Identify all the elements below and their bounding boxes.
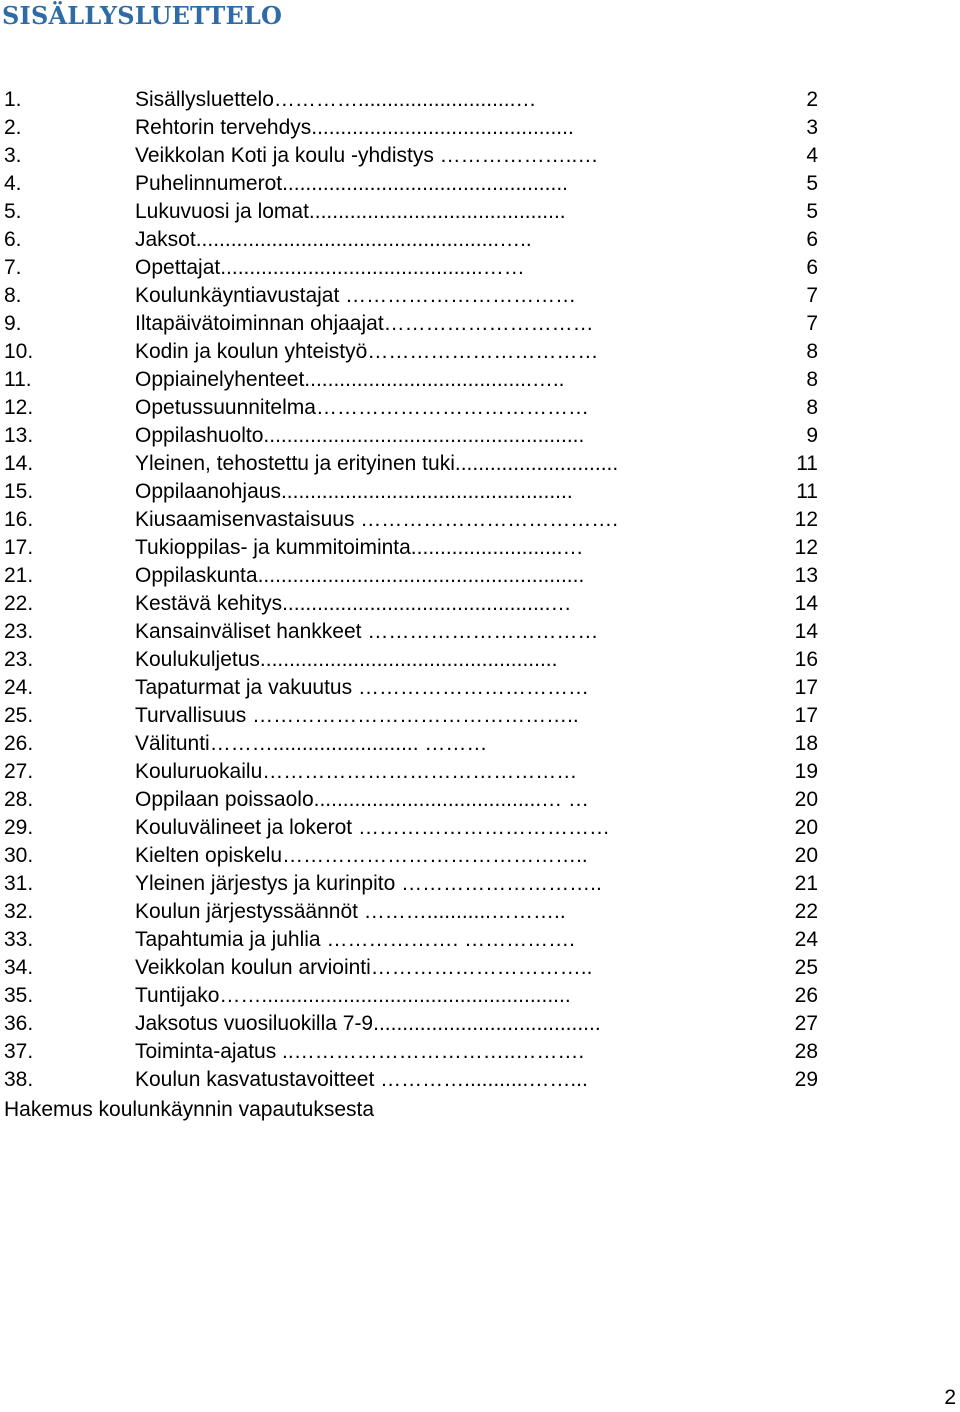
toc-entry-title: Kestävä kehitys..............................................… <box>135 592 572 615</box>
toc-entry <box>0 366 960 394</box>
toc-entry-title: Toiminta-ajatus ..…………………………..………. <box>135 1040 585 1063</box>
toc-entry <box>0 842 960 870</box>
toc-entry-page: 3 <box>806 116 818 139</box>
toc-entry-title: Koulun järjestyssäännöt ………...........……….. <box>135 900 566 923</box>
toc-entry-page: 12 <box>794 536 818 559</box>
toc-entry-number: 24. <box>4 676 34 699</box>
toc-entry-title: Koulunkäyntiavustajat …………………………… <box>135 284 577 307</box>
toc-entry <box>0 450 960 478</box>
toc-entry-page: 9 <box>806 424 818 447</box>
toc-entry <box>0 478 960 506</box>
toc-entry-page: 26 <box>794 984 818 1007</box>
page-title: SISÄLLYSLUETTELO <box>2 1 283 30</box>
toc-entry-number: 6. <box>4 228 22 251</box>
toc-entry <box>0 1066 960 1094</box>
toc-entry-title: Koulun kasvatustavoitteet …………...........……... <box>135 1068 588 1091</box>
toc-entry <box>0 926 960 954</box>
toc-entry-number: 25. <box>4 704 34 727</box>
toc-entry-title: Veikkolan koulun arviointi………………………….. <box>135 956 593 979</box>
toc-entry-page: 12 <box>794 508 818 531</box>
toc-entry-number: 23. <box>4 648 34 671</box>
toc-entry-number: 21. <box>4 564 34 587</box>
toc-entry <box>0 198 960 226</box>
toc-entry-title: Tukioppilas- ja kummitoiminta..........................… <box>135 536 584 559</box>
toc-entry-number: 36. <box>4 1012 34 1035</box>
toc-entry-title: Opetussuunnitelma………………………………… <box>135 396 589 419</box>
toc-entry-page: 7 <box>806 284 818 307</box>
toc-entry-number: 12. <box>4 396 34 419</box>
toc-entry-page: 14 <box>794 592 818 615</box>
toc-entry-page: 29 <box>794 1068 818 1091</box>
toc-entry-page: 17 <box>794 704 818 727</box>
toc-entry-page: 8 <box>806 368 818 391</box>
toc-entry <box>0 506 960 534</box>
toc-entry <box>0 982 960 1010</box>
toc-entry-number: 8. <box>4 284 22 307</box>
toc-entry <box>0 674 960 702</box>
toc-entry-page: 17 <box>794 676 818 699</box>
toc-entry-page: 24 <box>794 928 818 951</box>
toc-entry-page: 6 <box>806 256 818 279</box>
toc-entry-title: Koulukuljetus................................................... <box>135 648 558 671</box>
toc-entry-number: 29. <box>4 816 34 839</box>
toc-entry-number: 23. <box>4 620 34 643</box>
toc-entry <box>0 422 960 450</box>
toc-entry-number: 35. <box>4 984 34 1007</box>
toc-entry-number: 2. <box>4 116 22 139</box>
toc-entry-page: 7 <box>806 312 818 335</box>
toc-entry-page: 27 <box>794 1012 818 1035</box>
toc-entry-number: 10. <box>4 340 34 363</box>
toc-entry-number: 32. <box>4 900 34 923</box>
toc-entry <box>0 814 960 842</box>
toc-entry-number: 4. <box>4 172 22 195</box>
toc-entry-title: Turvallisuus ……………………………………….. <box>135 704 579 727</box>
toc-entry-page: 13 <box>794 564 818 587</box>
toc-entry-number: 3. <box>4 144 22 167</box>
toc-entry <box>0 254 960 282</box>
toc-entry-title: Yleinen järjestys ja kurinpito ……………………….. <box>135 872 602 895</box>
toc-entry <box>0 394 960 422</box>
toc-entry <box>0 310 960 338</box>
toc-entry-number: 30. <box>4 844 34 867</box>
toc-entry-title: Tuntijako……..................................................... <box>135 984 571 1007</box>
toc-entry-title: Oppiainelyhenteet.......................................….. <box>135 368 565 391</box>
toc-entry-page: 6 <box>806 228 818 251</box>
toc-entry <box>0 758 960 786</box>
toc-entry-title: Kouluvälineet ja lokerot ……………………………… <box>135 816 610 839</box>
toc-entry-number: 37. <box>4 1040 34 1063</box>
toc-entry-title: Tapahtumia ja juhlia ………………. ……………. <box>135 928 575 951</box>
toc-entry-title: Kodin ja koulun yhteistyö…………………………… <box>135 340 599 363</box>
toc-entry-page: 20 <box>794 844 818 867</box>
toc-entry-page: 19 <box>794 760 818 783</box>
toc-entry-title: Oppilashuolto....................................................... <box>135 424 585 447</box>
toc-entry <box>0 898 960 926</box>
toc-entry <box>0 562 960 590</box>
toc-entry-title: Jaksot....................................................….. <box>135 228 532 251</box>
toc-entry-number: 7. <box>4 256 22 279</box>
toc-entry-page: 2 <box>806 88 818 111</box>
toc-entry-page: 20 <box>794 816 818 839</box>
toc-entry-title: Oppilaanohjaus.................................................. <box>135 480 573 503</box>
page-number: 2 <box>944 1386 956 1409</box>
toc-entry-title: Jaksotus vuosiluokilla 7-9....................................... <box>135 1012 601 1035</box>
toc-entry-number: 15. <box>4 480 34 503</box>
toc-entry-number: 1. <box>4 88 22 111</box>
toc-entry <box>0 170 960 198</box>
toc-entry-number: 11. <box>4 368 32 391</box>
toc-entry-title: Sisällysluettelo…………...........................… <box>135 88 537 111</box>
toc-entry-page: 5 <box>806 172 818 195</box>
application-form-line: Hakemus koulunkäynnin vapautuksesta <box>4 1098 375 1121</box>
toc-entry <box>0 954 960 982</box>
toc-entry <box>0 786 960 814</box>
toc-entry <box>0 1010 960 1038</box>
toc-entry-title: Iltapäivätoiminnan ohjaajat………………………… <box>135 312 594 335</box>
toc-entry-number: 27. <box>4 760 34 783</box>
toc-entry <box>0 534 960 562</box>
toc-entry-number: 28. <box>4 788 34 811</box>
toc-entry-title: Opettajat.............................................…… <box>135 256 525 279</box>
toc-entry-number: 26. <box>4 732 34 755</box>
toc-entry-page: 22 <box>794 900 818 923</box>
toc-entry-page: 11 <box>796 480 818 503</box>
toc-entry <box>0 1038 960 1066</box>
toc-entry-page: 18 <box>794 732 818 755</box>
toc-entry-page: 28 <box>794 1040 818 1063</box>
toc-entry-title: Oppilaskunta........................................................ <box>135 564 585 587</box>
toc-entry <box>0 646 960 674</box>
toc-entry-title: Tapaturmat ja vakuutus …………………………… <box>135 676 589 699</box>
toc-entry <box>0 702 960 730</box>
toc-entry-number: 5. <box>4 200 22 223</box>
toc-entry <box>0 142 960 170</box>
toc-entry-number: 17. <box>4 536 34 559</box>
toc-entry-page: 8 <box>806 396 818 419</box>
toc-entry <box>0 226 960 254</box>
toc-entry-page: 21 <box>794 872 818 895</box>
toc-entry-page: 4 <box>806 144 818 167</box>
toc-entry-title: Kansainväliset hankkeet …………………………… <box>135 620 599 643</box>
toc-entry <box>0 86 960 114</box>
toc-entry-number: 9. <box>4 312 22 335</box>
toc-entry-page: 11 <box>796 452 818 475</box>
toc-entry-title: Kiusaamisenvastaisuus ………………………………. <box>135 508 619 531</box>
toc-entry <box>0 114 960 142</box>
toc-entry-page: 16 <box>794 648 818 671</box>
toc-entry-number: 31. <box>4 872 34 895</box>
toc-entry <box>0 590 960 618</box>
toc-entry-title: Yleinen, tehostettu ja erityinen tuki............................ <box>135 452 619 475</box>
toc-entry-number: 38. <box>4 1068 34 1091</box>
toc-entry <box>0 282 960 310</box>
toc-entry-title: Puhelinnumerot................................................. <box>135 172 568 195</box>
toc-entry-page: 25 <box>794 956 818 979</box>
toc-entry-number: 33. <box>4 928 34 951</box>
toc-entry-page: 8 <box>806 340 818 363</box>
toc-entry-title: Oppilaan poissaolo.......................................… … <box>135 788 590 811</box>
toc-entry-page: 5 <box>806 200 818 223</box>
toc-entry-title: Kouluruokailu……………………………………… <box>135 760 578 783</box>
toc-entry-page: 14 <box>794 620 818 643</box>
toc-entry-title: Välitunti………......................... ……… <box>135 732 488 755</box>
toc-entry-title: Veikkolan Koti ja koulu -yhdistys ………………..… <box>135 144 599 167</box>
toc-entry <box>0 730 960 758</box>
toc-entry <box>0 618 960 646</box>
toc-entry-title: Rehtorin tervehdys............................................. <box>135 116 574 139</box>
toc-entry-number: 14. <box>4 452 34 475</box>
toc-entry-title: Kielten opiskelu…………………………………….. <box>135 844 588 867</box>
toc-entry-number: 22. <box>4 592 34 615</box>
toc-entry-page: 20 <box>794 788 818 811</box>
toc-entry-number: 16. <box>4 508 34 531</box>
toc-entry-number: 34. <box>4 956 34 979</box>
table-of-contents <box>0 86 960 1094</box>
toc-entry-number: 13. <box>4 424 34 447</box>
toc-entry-title: Lukuvuosi ja lomat............................................ <box>135 200 566 223</box>
toc-entry <box>0 338 960 366</box>
toc-entry <box>0 870 960 898</box>
